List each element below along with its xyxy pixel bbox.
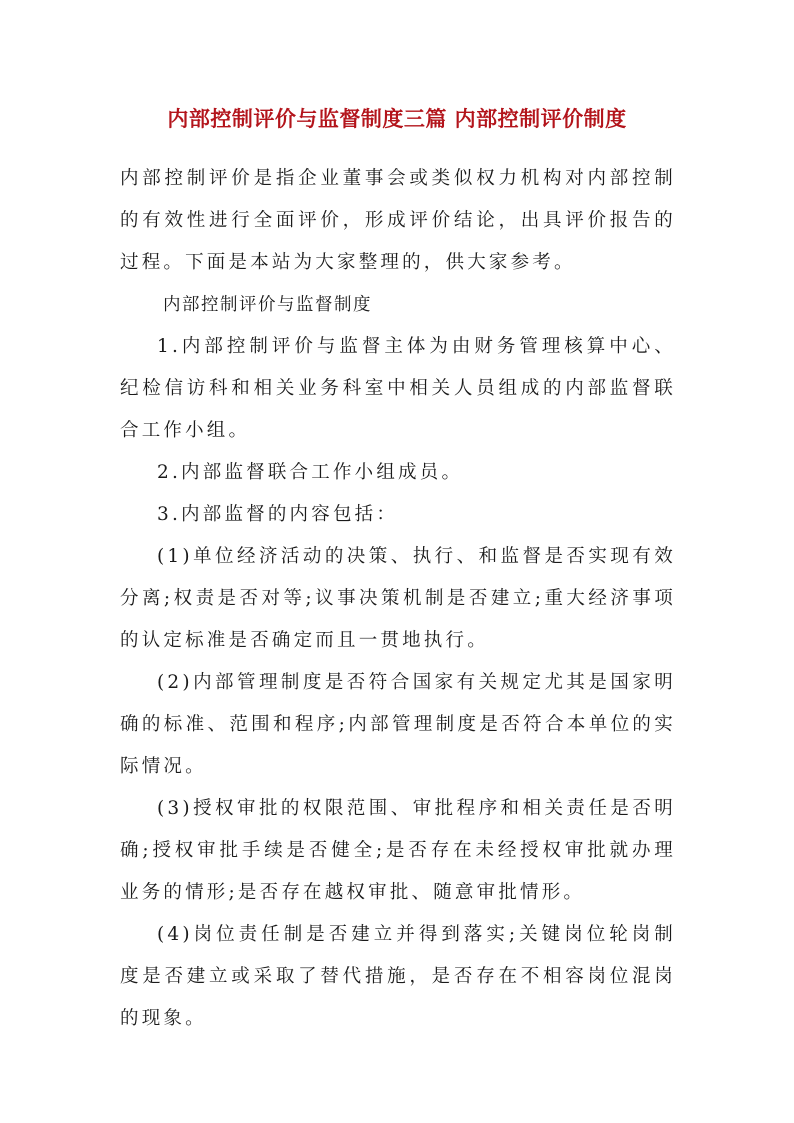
- clause-2: 2.内部监督联合工作小组成员。: [157, 462, 464, 483]
- intro-paragraph: 内部控制评价是指企业董事会或类似权力机构对内部控制的有效性进行全面评价，形成评价结论，出具评价报告的过程。下面是本站为大家整理的，供大家参考。: [120, 168, 676, 273]
- clause-1: 1.内部控制评价与监督主体为由财务管理核算中心、纪检信访科和相关业务科室中相关人员组成的内部监督联合工作小组。: [120, 336, 676, 441]
- document-title: 内部控制评价与监督制度三篇 内部控制评价制度: [167, 106, 627, 131]
- subclause-1: (1)单位经济活动的决策、执行、和监督是否实现有效分离;权责是否对等;议事决策机制是否建立;重大经济事项的认定标准是否确定而且一贯地执行。: [120, 546, 676, 651]
- document-body: [120, 158, 676, 1040]
- subclause-2: (2)内部管理制度是否符合国家有关规定尤其是国家明确的标准、范围和程序;内部管理制度是否符合本单位的实际情况。: [120, 672, 676, 777]
- section-heading: 内部控制评价与监督制度: [163, 295, 372, 315]
- subclause-3: (3)授权审批的权限范围、审批程序和相关责任是否明确;授权审批手续是否健全;是否存在未经授权审批就办理业务的情形;是否存在越权审批、随意审批情形。: [120, 798, 676, 903]
- subclause-4: (4)岗位责任制是否建立并得到落实;关键岗位轮岗制度是否建立或采取了替代措施，是否存在不相容岗位混岗的现象。: [120, 924, 676, 1029]
- clause-3: 3.内部监督的内容包括：: [157, 504, 399, 525]
